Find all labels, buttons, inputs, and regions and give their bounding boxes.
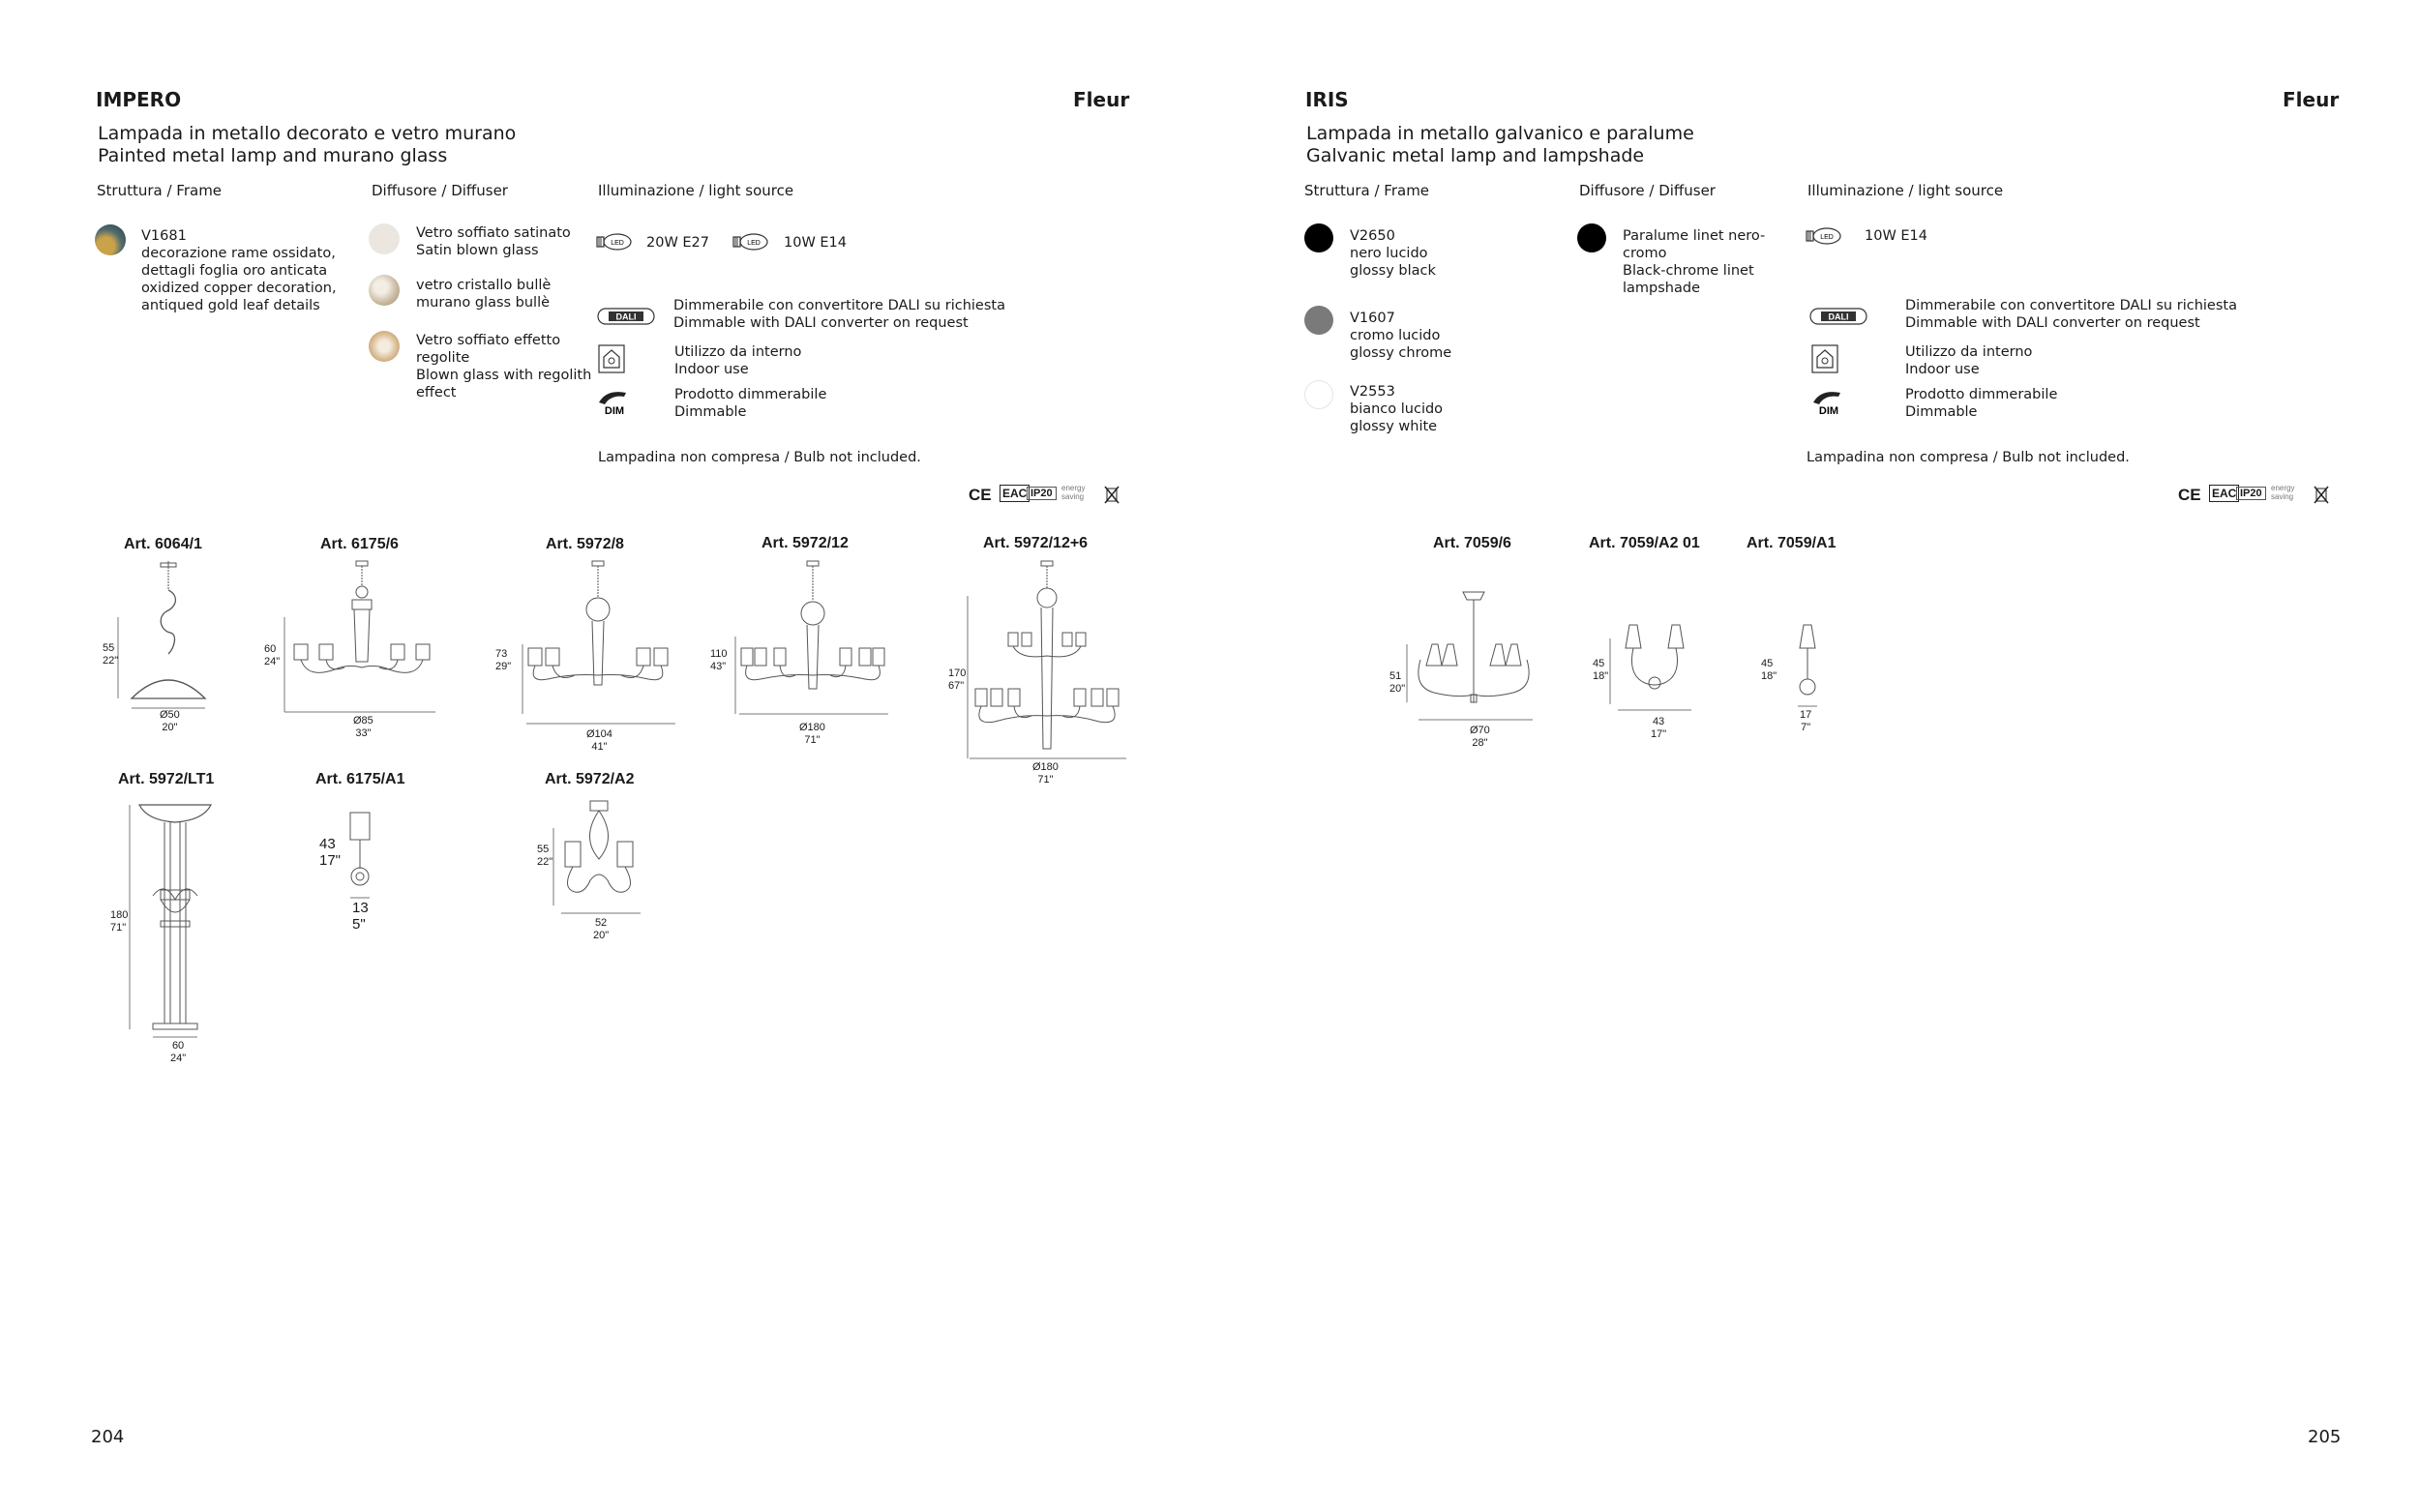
indoor-use-icon bbox=[1811, 344, 1838, 373]
led-label: LED bbox=[1820, 234, 1834, 241]
width-dim: 60 24" bbox=[170, 1040, 187, 1064]
product-subtitle: Lampada in metallo decorato e vetro murano Painted metal lamp and murano glass bbox=[98, 123, 517, 166]
light-header: Illuminazione / light source bbox=[598, 182, 794, 199]
article-name: Art. 7059/A1 bbox=[1747, 535, 1837, 551]
bulb-note: Lampadina non compresa / Bulb not included. bbox=[1807, 450, 2130, 465]
height-dim: 45 18" bbox=[1761, 658, 1777, 682]
article-name: Art. 6064/1 bbox=[124, 536, 202, 552]
frame-white: V2553 bianco lucido glossy white bbox=[1350, 384, 1444, 434]
diffuser-header: Diffusore / Diffuser bbox=[1579, 182, 1716, 199]
certifications bbox=[2178, 484, 2333, 507]
width-dim: Ø104 41" bbox=[586, 728, 612, 753]
article-drawing bbox=[1786, 619, 1835, 716]
diffuser-3: Vetro soffiato effetto regolite Blown glass with regolith effect bbox=[416, 333, 592, 400]
bulb-1-label: 20W E27 bbox=[646, 235, 710, 251]
weee-bin-icon bbox=[1104, 485, 1120, 504]
frame-swatch-chrome bbox=[1304, 306, 1333, 335]
height-dim: 55 22" bbox=[103, 642, 119, 667]
article-drawing bbox=[1606, 619, 1703, 716]
frame-swatch-copper bbox=[95, 224, 126, 255]
product-title: IMPERO bbox=[96, 88, 182, 111]
feature-dimmable: Prodotto dimmerabile Dimmable bbox=[674, 387, 827, 420]
led-bulb-icon bbox=[1806, 226, 1844, 246]
diffuser-swatch-black-chrome bbox=[1577, 223, 1606, 252]
width-dim: 52 20" bbox=[593, 917, 610, 941]
height-dim: 110 43" bbox=[710, 648, 728, 672]
article-drawing bbox=[1403, 590, 1548, 726]
diffuser-1: Paralume linet nero- cromo Black-chrome linet lampshade bbox=[1623, 228, 1766, 296]
article-drawing bbox=[519, 559, 683, 724]
frame-description: V1681 decorazione rame ossidato, dettagli foglia oro anticata oxidized copper decoration, antiqued gold leaf details bbox=[141, 228, 337, 313]
diffuser-swatch-satin bbox=[369, 223, 400, 254]
height-dim: 43 17" bbox=[319, 836, 342, 869]
article-name: Art. 5972/12+6 bbox=[983, 535, 1089, 551]
diffuser-header: Diffusore / Diffuser bbox=[372, 182, 508, 199]
indoor-use-icon bbox=[598, 344, 625, 373]
dim-label: DIM bbox=[604, 405, 625, 417]
height-dim: 45 18" bbox=[1593, 658, 1609, 682]
product-subtitle: Lampada in metallo galvanico e paralume Galvanic metal lamp and lampshade bbox=[1306, 123, 1694, 166]
width-dim: 17 7" bbox=[1800, 709, 1812, 733]
frame-header: Struttura / Frame bbox=[1304, 182, 1430, 199]
article-drawing bbox=[552, 799, 648, 915]
width-dim: Ø70 28" bbox=[1470, 725, 1490, 749]
led-bulb-icon bbox=[596, 232, 635, 252]
energy-saving-mark: energy saving bbox=[1061, 484, 1086, 501]
bulb-1-label: 10W E14 bbox=[1865, 228, 1928, 244]
article-name: Art. 5972/8 bbox=[546, 536, 624, 552]
feature-dali: Dimmerabile con convertitore DALI su richiesta Dimmable with DALI converter on request bbox=[673, 298, 1005, 331]
article-drawing bbox=[281, 559, 445, 714]
article-drawing bbox=[732, 559, 896, 724]
ip-rating: IP20 bbox=[2236, 487, 2266, 500]
feature-indoor: Utilizzo da interno Indoor use bbox=[674, 344, 802, 377]
article-drawing bbox=[126, 803, 223, 1035]
weee-bin-icon bbox=[2314, 485, 2329, 504]
article-name: Art. 7059/6 bbox=[1433, 535, 1511, 551]
bulb-2-label: 10W E14 bbox=[784, 235, 848, 251]
page-number: 205 bbox=[2308, 1427, 2342, 1447]
diffuser-swatch-regolith bbox=[369, 331, 400, 362]
led-label: LED bbox=[611, 240, 624, 247]
dali-icon bbox=[597, 308, 655, 325]
feature-dimmable: Prodotto dimmerabile Dimmable bbox=[1905, 387, 2058, 420]
frame-swatch-white bbox=[1304, 380, 1333, 409]
article-drawing bbox=[341, 811, 379, 907]
article-name: Art. 5972/12 bbox=[762, 535, 849, 551]
dali-label: DALI bbox=[615, 311, 637, 322]
ip-rating: IP20 bbox=[1027, 487, 1057, 500]
dali-label: DALI bbox=[1828, 311, 1849, 322]
light-header: Illuminazione / light source bbox=[1807, 182, 2004, 199]
article-name: Art. 6175/6 bbox=[320, 536, 399, 552]
width-dim: 13 5" bbox=[352, 900, 369, 933]
width-dim: Ø85 33" bbox=[353, 715, 373, 739]
bulb-note: Lampadina non compresa / Bulb not included. bbox=[598, 450, 921, 465]
dali-icon bbox=[1809, 308, 1867, 325]
collection-name: Fleur bbox=[1073, 88, 1130, 111]
diffuser-1: Vetro soffiato satinato Satin blown glass bbox=[416, 225, 571, 258]
dimmable-icon bbox=[1811, 389, 1844, 416]
energy-saving-mark: energy saving bbox=[2271, 484, 2295, 501]
width-dim: Ø50 20" bbox=[160, 709, 180, 733]
feature-indoor: Utilizzo da interno Indoor use bbox=[1905, 344, 2033, 377]
ce-mark: CE bbox=[2178, 486, 2201, 504]
height-dim: 180 71" bbox=[110, 909, 129, 934]
eac-mark: EAC bbox=[2209, 485, 2239, 502]
article-name: Art. 5972/LT1 bbox=[118, 771, 215, 787]
height-dim: 51 20" bbox=[1389, 670, 1406, 695]
feature-dali: Dimmerabile con convertitore DALI su richiesta Dimmable with DALI converter on request bbox=[1905, 298, 2237, 331]
ce-mark: CE bbox=[969, 486, 992, 504]
height-dim: 60 24" bbox=[264, 643, 281, 667]
page-number: 204 bbox=[91, 1427, 125, 1447]
dim-label: DIM bbox=[1818, 405, 1839, 417]
dimmable-icon bbox=[597, 389, 630, 416]
collection-name: Fleur bbox=[2283, 88, 2340, 111]
frame-black: V2650 nero lucido glossy black bbox=[1350, 228, 1436, 279]
article-name: Art. 7059/A2 01 bbox=[1589, 535, 1700, 551]
height-dim: 170 67" bbox=[948, 667, 967, 692]
height-dim: 55 22" bbox=[537, 844, 553, 868]
width-dim: Ø180 71" bbox=[1032, 761, 1059, 786]
certifications bbox=[969, 484, 1123, 507]
article-name: Art. 6175/A1 bbox=[315, 771, 405, 787]
width-dim: 43 17" bbox=[1651, 716, 1667, 740]
led-label: LED bbox=[747, 240, 761, 247]
diffuser-2: vetro cristallo bullè murano glass bullè bbox=[416, 278, 552, 311]
height-dim: 73 29" bbox=[495, 648, 512, 672]
frame-chrome: V1607 cromo lucido glossy chrome bbox=[1350, 311, 1452, 361]
frame-swatch-black bbox=[1304, 223, 1333, 252]
article-name: Art. 5972/A2 bbox=[545, 771, 635, 787]
frame-header: Struttura / Frame bbox=[97, 182, 223, 199]
diffuser-swatch-bulle bbox=[369, 275, 400, 306]
eac-mark: EAC bbox=[1000, 485, 1030, 502]
article-drawing bbox=[962, 559, 1136, 762]
product-title: IRIS bbox=[1305, 88, 1349, 111]
led-bulb-icon bbox=[732, 232, 771, 252]
width-dim: Ø180 71" bbox=[799, 722, 825, 746]
